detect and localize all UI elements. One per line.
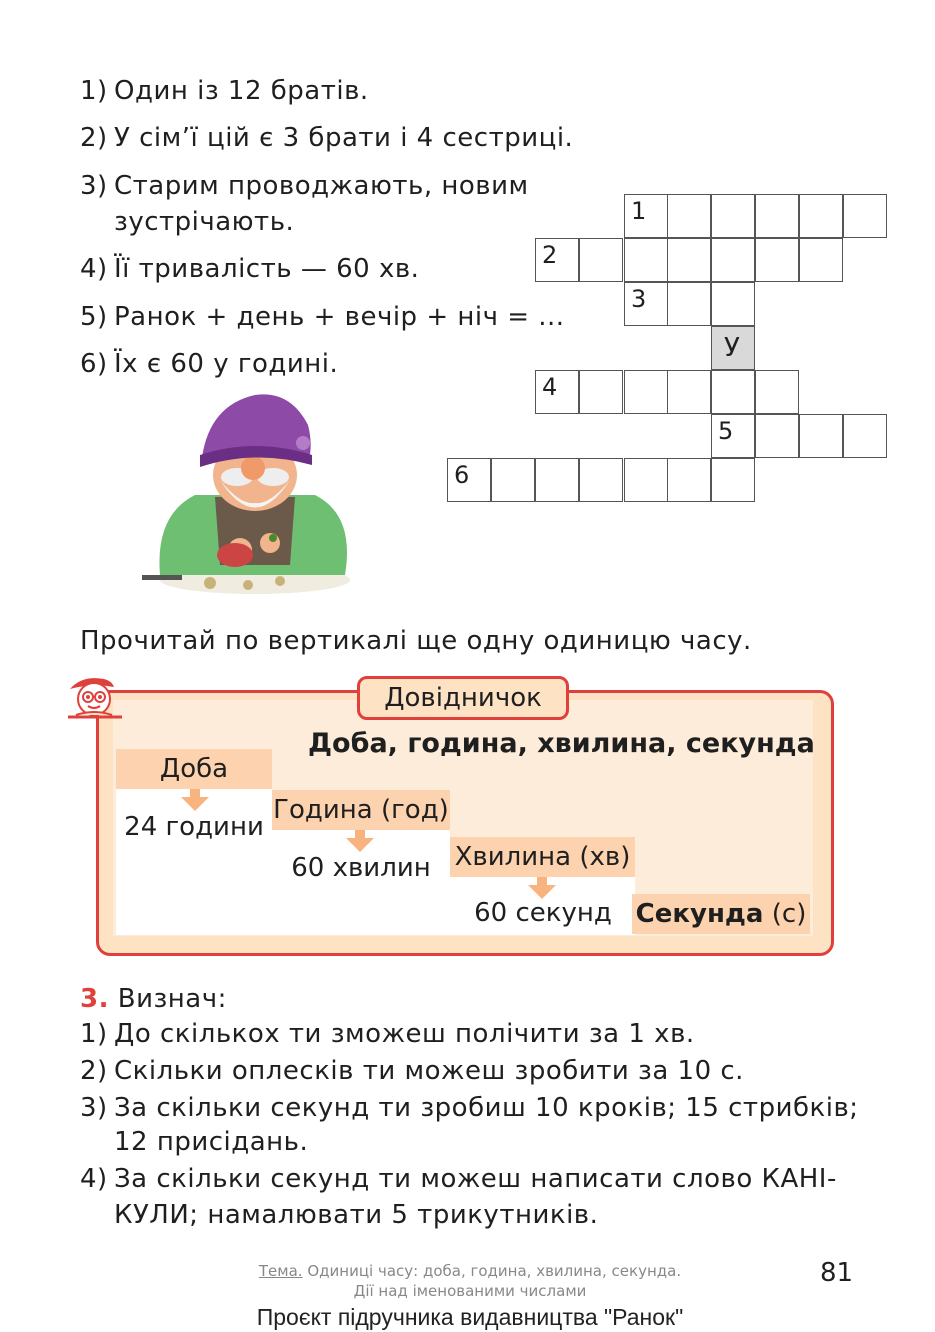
clue-3: 3) Старим проводжають, новим: [80, 171, 529, 201]
clue-4: 4) Її тривалість — 60 хв.: [80, 254, 420, 284]
step-khvylyna-head: Хвилина (хв): [450, 837, 635, 877]
cell-key-letter: У: [711, 326, 755, 370]
cell[interactable]: [624, 370, 668, 414]
cell[interactable]: [711, 458, 755, 502]
arrow-icon: [528, 885, 556, 899]
cell[interactable]: [491, 458, 535, 502]
cell-6-label[interactable]: 6: [447, 458, 491, 502]
arrow-icon: [346, 838, 374, 852]
task-item-1: 1) До скількох ти зможеш полічити за 1 хв.: [80, 1019, 695, 1049]
step-doba-head: Доба: [116, 749, 272, 789]
clue-6: 6) Їх є 60 у годині.: [80, 349, 339, 379]
task-item-2: 2) Скільки оплесків ти можеш зробити за 10 с.: [80, 1056, 744, 1086]
cell[interactable]: [799, 414, 843, 458]
clue-5: 5) Ранок + день + вечір + ніч = ...: [80, 302, 565, 332]
cell[interactable]: [799, 238, 843, 282]
task-item-3-cont: 12 присідань.: [114, 1127, 309, 1157]
cell[interactable]: [667, 238, 711, 282]
task-title: 3. Визнач:: [80, 984, 227, 1014]
reference-heading: Доба, година, хвилина, секунда: [308, 728, 815, 759]
cell[interactable]: [624, 238, 668, 282]
footer-project: Проєкт підручника видавництва "Ранок": [256, 1304, 684, 1330]
step-khvylyna-value: 60 секунд: [474, 898, 612, 928]
footer-topic: Тема. Одиниці часу: доба, година, хвилина, секунда.: [258, 1262, 682, 1280]
task-item-4: 4) За скільки секунд ти можеш написати слово КАНІ-: [80, 1164, 837, 1194]
cell[interactable]: [667, 282, 711, 326]
cell[interactable]: [667, 458, 711, 502]
cell[interactable]: [667, 370, 711, 414]
cell[interactable]: [799, 194, 843, 238]
cell[interactable]: [755, 414, 799, 458]
cell[interactable]: [843, 194, 887, 238]
cell[interactable]: [667, 194, 711, 238]
cell[interactable]: [755, 370, 799, 414]
cell[interactable]: [535, 458, 579, 502]
footer-topic-line2: Дії над іменованими числами: [353, 1282, 587, 1300]
cell-1-label[interactable]: 1: [624, 194, 668, 238]
step-hodyna-value: 60 хвилин: [291, 853, 431, 883]
instruction: Прочитай по вертикалі ще одну одиницю часу.: [80, 626, 752, 656]
reference-tab: Довідничок: [357, 676, 569, 720]
cell[interactable]: [624, 458, 668, 502]
clue-1: 1) Один із 12 братів.: [80, 76, 369, 106]
clue-3-cont: зустрічають.: [114, 207, 295, 237]
mascot-icon: [62, 673, 132, 723]
step-sekunda-head: Секунда (с): [632, 894, 810, 934]
cell[interactable]: [843, 414, 887, 458]
arrow-icon: [181, 797, 209, 811]
cell[interactable]: [579, 238, 623, 282]
task-item-3: 3) За скільки секунд ти зробиш 10 кроків; 15 стрибків;: [80, 1093, 859, 1123]
cell-2-label[interactable]: 2: [535, 238, 579, 282]
step-doba-value: 24 години: [124, 812, 264, 842]
cell[interactable]: [579, 458, 623, 502]
gnome-illustration: [140, 385, 370, 600]
cell[interactable]: [711, 282, 755, 326]
cell[interactable]: [711, 238, 755, 282]
cell-3-label[interactable]: 3: [624, 282, 668, 326]
cell[interactable]: [579, 370, 623, 414]
cell[interactable]: [755, 194, 799, 238]
cell-4-label[interactable]: 4: [535, 370, 579, 414]
cell[interactable]: [755, 238, 799, 282]
task-item-4-cont: КУЛИ; намалювати 5 трикутників.: [114, 1200, 599, 1230]
step-hodyna-head: Година (год): [272, 790, 450, 830]
cell[interactable]: [711, 194, 755, 238]
page-number: 81: [820, 1258, 854, 1288]
clue-2: 2) У сім’ї цій є 3 брати і 4 сестриці.: [80, 123, 574, 153]
cell[interactable]: [711, 370, 755, 414]
cell-5-label[interactable]: 5: [711, 414, 755, 458]
